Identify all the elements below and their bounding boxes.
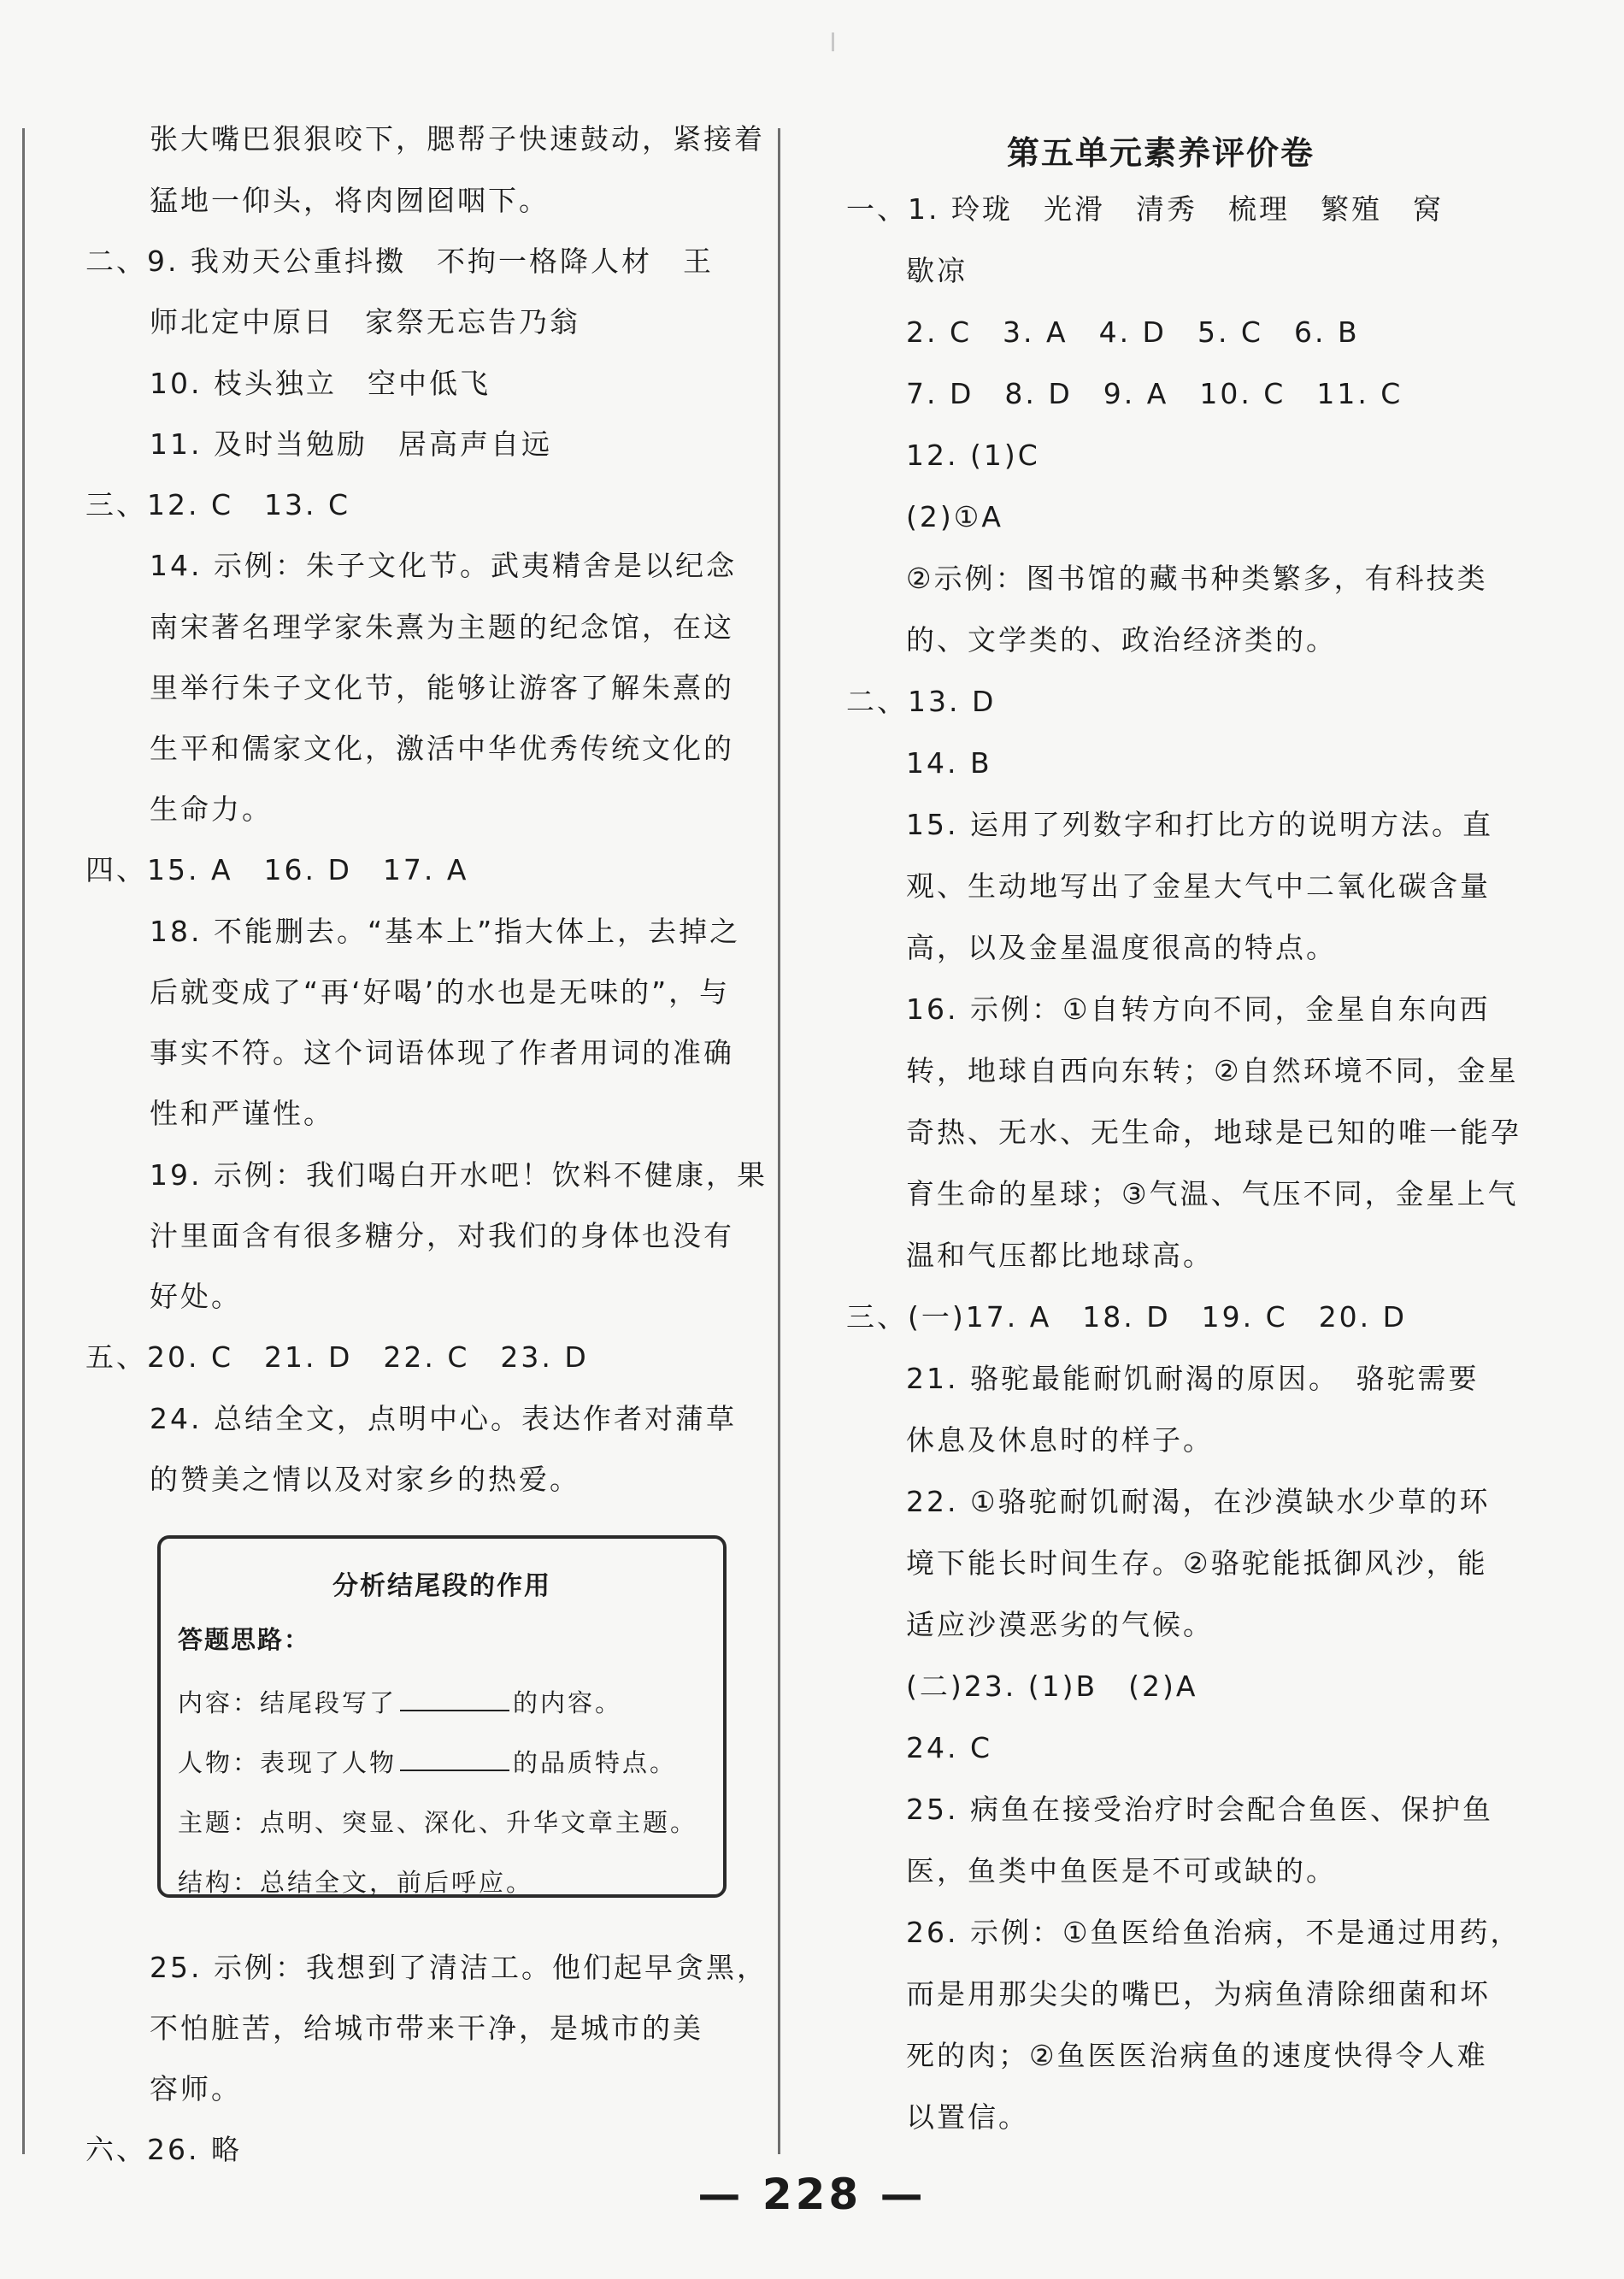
text-line: 2. C 3. A 4. D 5. C 6. B <box>906 315 1360 349</box>
text-line: 以置信。 <box>906 2100 1029 2134</box>
text-line: 事实不符。这个词语体现了作者用词的准确 <box>150 1036 734 1069</box>
text-line: 二、13. D <box>846 685 997 718</box>
text-line: 奇热、无水、无生命，地球是已知的唯一能孕 <box>906 1116 1521 1149</box>
tip-person-line <box>178 1744 677 1779</box>
text-line: 猛地一仰头，将肉囫囵咽下。 <box>150 184 550 217</box>
text-line: 高，以及金星温度很高的特点。 <box>906 931 1337 964</box>
text-line: 14. 示例：朱子文化节。武夷精舍是以纪念 <box>150 549 737 582</box>
text-line: 六、26. 略 <box>85 2133 242 2166</box>
text-line: 休息及休息时的样子。 <box>906 1423 1214 1457</box>
text-line: 生命力。 <box>150 792 273 826</box>
text-line: 育生命的星球；③气温、气压不同，金星上气 <box>906 1177 1519 1210</box>
text-line: 25. 示例：我想到了清洁工。他们起早贪黑， <box>150 1951 768 1984</box>
tip-structure-line: 结构：总结全文，前后呼应。 <box>178 1868 534 1897</box>
text-line: 26. 示例：①鱼医给鱼治病，不是通过用药， <box>906 1916 1521 1949</box>
text-line: 21. 骆驼最能耐饥耐渴的原因。 骆驼需要 <box>906 1362 1480 1395</box>
text-line: 而是用那尖尖的嘴巴，为病鱼清除细菌和坏 <box>906 1977 1491 2011</box>
text-line: 15. 运用了列数字和打比方的说明方法。直 <box>906 808 1493 841</box>
text-line: 12. (1)C <box>906 439 1040 472</box>
text-line: 14. B <box>906 746 992 780</box>
tip-content-line <box>178 1684 622 1719</box>
text-line: ②示例：图书馆的藏书种类繁多，有科技类 <box>906 562 1488 595</box>
text-line: 7. D 8. D 9. A 10. C 11. C <box>906 377 1403 410</box>
tip-subtitle: 答题思路： <box>178 1625 311 1654</box>
text-line: 容师。 <box>150 2072 242 2105</box>
text-line: 一、1. 玲珑 光滑 清秀 梳理 繁殖 窝 <box>846 192 1444 226</box>
text-line: 师北定中原日 家祭无忘告乃翁 <box>150 305 580 339</box>
text-line: 的赞美之情以及对家乡的热爱。 <box>150 1463 580 1496</box>
section-title: 第五单元素养评价卷 <box>1007 134 1315 172</box>
text-line: 性和严谨性。 <box>150 1097 334 1130</box>
text-line: 18. 不能删去。“基本上”指大体上，去掉之 <box>150 915 741 948</box>
text-line: (2)①A <box>906 500 1003 533</box>
text-line: 二、9. 我劝天公重抖擞 不拘一格降人材 王 <box>85 244 714 278</box>
text-line: 五、20. C 21. D 22. C 23. D <box>85 1340 589 1374</box>
text-line: 不怕脏苦，给城市带来干净，是城市的美 <box>150 2011 703 2045</box>
tip-title: 分析结尾段的作用 <box>332 1571 551 1601</box>
text-line: 死的肉；②鱼医医治病鱼的速度快得令人难 <box>906 2039 1488 2072</box>
text-line: 温和气压都比地球高。 <box>906 1239 1214 1272</box>
text-line: 三、12. C 13. C <box>85 488 351 521</box>
text-line: 张大嘴巴狠狠咬下，腮帮子快速鼓动，紧接着 <box>150 122 765 156</box>
text-line: 汁里面含有很多糖分，对我们的身体也没有 <box>150 1219 734 1252</box>
text-line: (二)23. (1)B (2)A <box>906 1670 1198 1703</box>
text-line: 25. 病鱼在接受治疗时会配合鱼医、保护鱼 <box>906 1793 1493 1826</box>
column-divider <box>778 128 780 2154</box>
text-line: 四、15. A 16. D 17. A <box>85 853 469 886</box>
text-line: 三、(一)17. A 18. D 19. C 20. D <box>846 1300 1408 1334</box>
tip-content-tail: 的内容。 <box>513 1688 623 1717</box>
text-line: 适应沙漠恶劣的气候。 <box>906 1608 1214 1641</box>
scan-mark <box>832 32 834 51</box>
text-line: 歇凉 <box>906 254 968 287</box>
tip-theme-line: 主题：点明、突显、深化、升华文章主题。 <box>178 1808 698 1837</box>
tip-content-label: 内容：结尾段写了 <box>178 1688 397 1717</box>
text-line: 后就变成了“再‘好喝’的水也是无味的”，与 <box>150 975 731 1009</box>
left-margin-rule <box>22 128 25 2154</box>
text-line: 24. 总结全文，点明中心。表达作者对蒲草 <box>150 1402 737 1435</box>
fill-blank <box>400 1687 509 1711</box>
text-line: 观、生动地写出了金星大气中二氧化碳含量 <box>906 869 1491 903</box>
text-line: 里举行朱子文化节，能够让游客了解朱熹的 <box>150 671 734 704</box>
text-line: 境下能长时间生存。②骆驼能抵御风沙，能 <box>906 1546 1488 1580</box>
text-line: 生平和儒家文化，激活中华优秀传统文化的 <box>150 732 734 765</box>
text-line: 转，地球自西向东转；②自然环境不同，金星 <box>906 1054 1519 1087</box>
text-line: 24. C <box>906 1731 993 1764</box>
page-number: — 228 — <box>697 2170 927 2219</box>
tip-person-label: 人物：表现了人物 <box>178 1748 397 1777</box>
text-line: 10. 枝头独立 空中低飞 <box>150 367 491 400</box>
fill-blank <box>400 1747 509 1771</box>
text-line: 好处。 <box>150 1280 242 1313</box>
text-line: 11. 及时当勉励 居高声自远 <box>150 427 552 461</box>
text-line: 22. ①骆驼耐饥耐渴，在沙漠缺水少草的环 <box>906 1485 1491 1518</box>
text-line: 的、文学类的、政治经济类的。 <box>906 623 1337 657</box>
tip-box <box>157 1535 727 1898</box>
text-line: 南宋著名理学家朱熹为主题的纪念馆，在这 <box>150 610 734 644</box>
tip-person-tail: 的品质特点。 <box>513 1748 678 1777</box>
text-line: 19. 示例：我们喝白开水吧！饮料不健康，果 <box>150 1158 768 1192</box>
text-line: 医，鱼类中鱼医是不可或缺的。 <box>906 1854 1337 1887</box>
text-line: 16. 示例：①自转方向不同，金星自东向西 <box>906 992 1491 1026</box>
